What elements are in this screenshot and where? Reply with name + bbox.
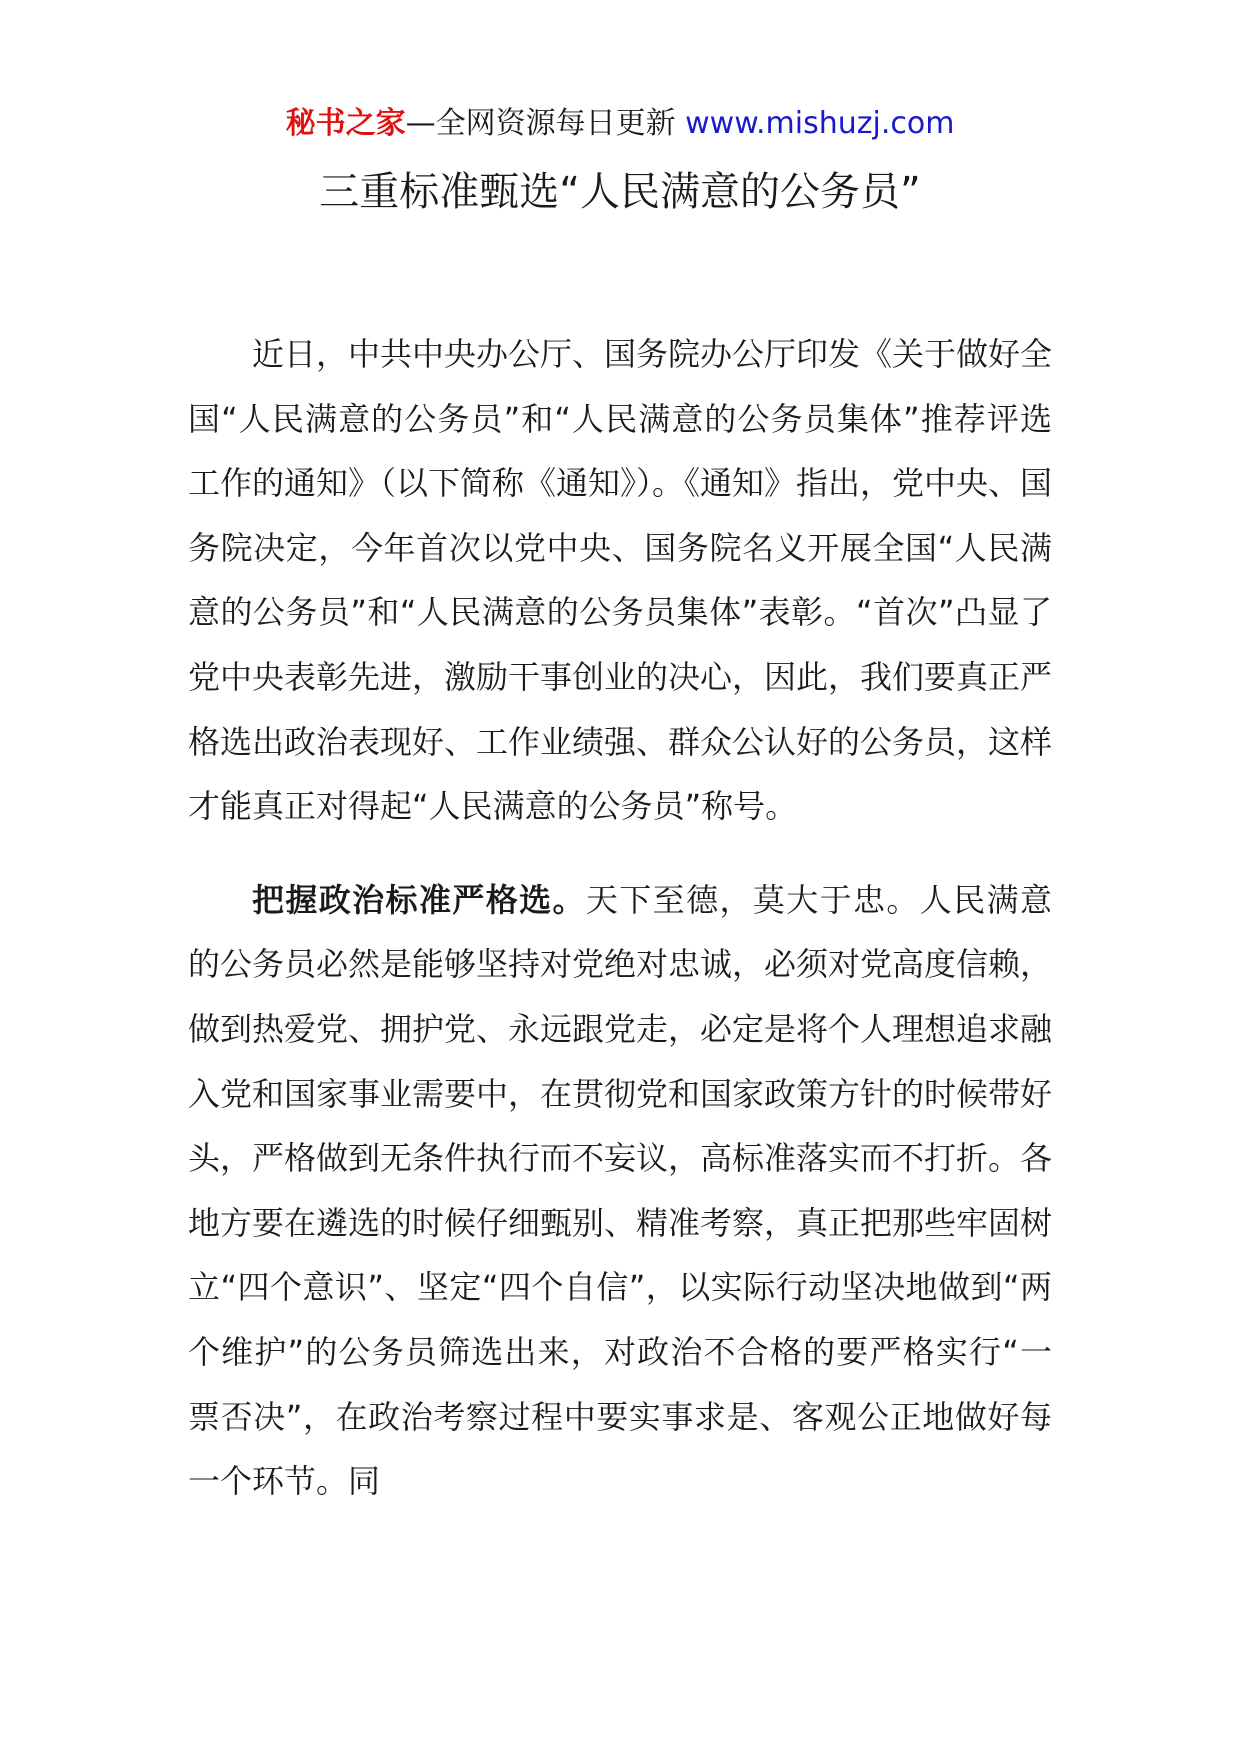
site-header [0, 100, 1240, 148]
paragraph-intro [188, 322, 1052, 839]
site-url-link[interactable]: www.mishuzj.com [685, 106, 955, 141]
paragraph-political-standard-text: 天下至德，莫大于忠。人民满意的公务员必然是能够坚持对党绝对忠诚，必须对党高度信赖，做到热爱党、拥护党、永远跟党走，必定是将个人理想追求融入党和国家事业需要中，在贯彻党和国家政策方针的时候带好头，严格做到无条件执行而不妄议，高标准落实而不打折。各地方要在遴选的时候仔细甄别、精准考察，真正把那些牢固树立“四个意识”、坚定“四个自信”，以实际行动坚决地做到“两个维护”的公务员筛选出来，对政治不合格的要严格实行“一票否决”，在政治考察过程中要实事求是、客观公正地做好每一个环节。同 [188, 880, 1053, 1501]
paragraph-intro-text: 近日，中共中央办公厅、国务院办公厅印发《关于做好全国“人民满意的公务员”和“人民满意的公务员集体”推荐评选工作的通知》（以下简称《通知》）。《通知》指出，党中央、国务院决定，今年首次以党中央、国务院名义开展全国“人民满意的公务员”和“人民满意的公务员集体”表彰。“首次”凸显了党中央表彰先进，激励干事创业的决心，因此，我们要真正严格选出政治表现好、工作业绩强、群众公认好的公务员，这样才能真正对得起“人民满意的公务员”称号。 [188, 335, 1053, 826]
site-tagline: —全网资源每日更新 [405, 106, 686, 141]
document-body [188, 322, 1052, 1543]
document-title: 三重标准甄选“人民满意的公务员” [319, 169, 921, 215]
site-name: 秘书之家 [285, 106, 406, 141]
paragraph-heading: 把握政治标准严格选。 [252, 880, 586, 919]
paragraph-political-standard [188, 868, 1052, 1514]
